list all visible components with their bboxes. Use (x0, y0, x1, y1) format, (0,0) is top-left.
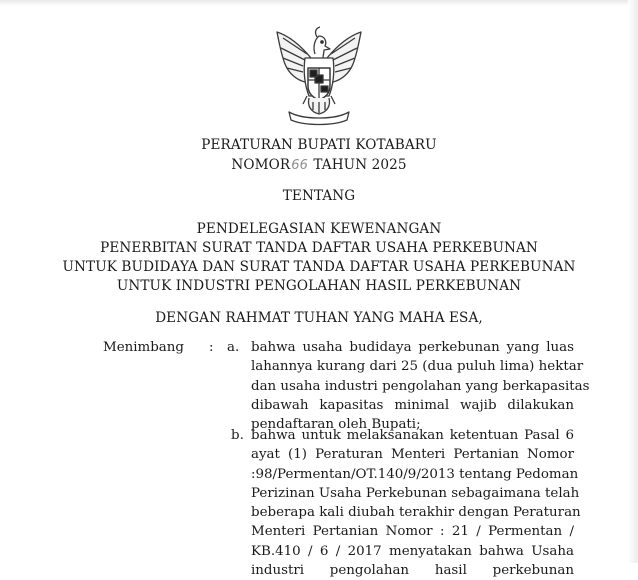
scan-top-edge (0, 0, 638, 6)
tentang-heading: TENTANG (282, 188, 356, 204)
text-line: industri pengolahan hasil perkebunan (251, 563, 574, 579)
item-letter: a. (227, 340, 240, 355)
item-letter: b. (231, 428, 244, 443)
text-line: beberapa kali diubah terakhir dengan Peraturan (251, 505, 581, 521)
subject-line: PENDELEGASIAN KEWENANGAN (196, 221, 442, 237)
menimbang-label: Menimbang (103, 340, 184, 355)
text-line: KB.410 / 6 / 2017 menyatakan bahwa Usaha (251, 543, 574, 559)
nomor-prefix: NOMOR (231, 157, 291, 173)
handwritten-number: 66 (291, 158, 308, 173)
subject-line: UNTUK BUDIDAYA DAN SURAT TANDA DAFTAR USAHA PERKEBUNAN (62, 259, 576, 275)
text-line: Menteri Pertanian Nomor : 21 / Permentan / (251, 524, 574, 540)
garuda-pancasila-emblem-icon (267, 24, 371, 128)
text-line: Perizinan Usaha Perkebunan sebagaimana telah (251, 485, 580, 501)
text-line: pendaftaran oleh Bupati; (251, 417, 421, 433)
menimbang-colon: : (209, 340, 214, 355)
nomor-year: TAHUN 2025 (313, 157, 407, 173)
text-line: bahwa untuk melaksanakan ketentuan Pasal 6 (251, 428, 574, 443)
text-line: dan usaha industri pengolahan yang berkapasitas (251, 378, 590, 394)
invocation: DENGAN RAHMAT TUHAN YANG MAHA ESA, (155, 310, 483, 326)
text-line: :98/Permentan/OT.140/9/2013 tentang Pedoman (251, 466, 579, 482)
regulation-number (0, 157, 638, 173)
consideration-b (251, 426, 581, 580)
consideration-a (251, 338, 590, 434)
text-line: ayat (1) Peraturan Menteri Pertanian Nomor (251, 447, 574, 463)
text-line: dibawah kapasitas minimal wajib dilakukan (251, 397, 574, 413)
text-line: lahannya kurang dari 25 (dua puluh lima) hektar (251, 359, 584, 375)
regulation-title: PERATURAN BUPATI KOTABARU (201, 137, 437, 153)
text-line: bahwa usaha budidaya perkebunan yang luas (251, 340, 574, 355)
subject-line: PENERBITAN SURAT TANDA DAFTAR USAHA PERKEBUNAN (100, 240, 538, 256)
subject-line: UNTUK INDUSTRI PENGOLAHAN HASIL PERKEBUNAN (116, 278, 522, 294)
